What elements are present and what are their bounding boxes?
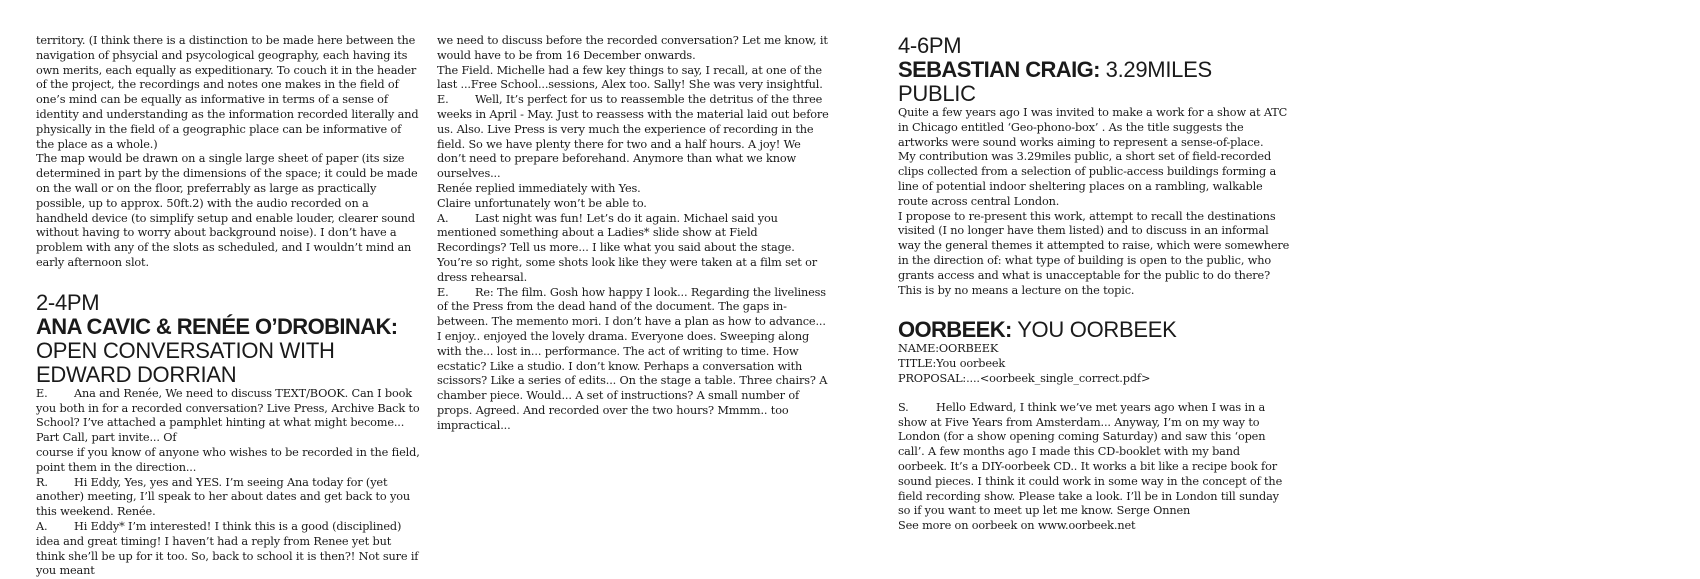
section-title xyxy=(36,315,420,387)
section-title-bold: SEBASTIAN CRAIG: xyxy=(898,57,1100,82)
proposal-field: TITLE:You oorbeek xyxy=(898,357,1006,371)
entry-text: course if you know of anyone who wishes to be recorded in the field, point them in the direction... xyxy=(36,445,420,474)
entry-text: Hi Eddy, Yes, yes and YES. I’m seeing Ana today for (yet another) meeting, I’ll speak to her about dates and get back to you this weekend. Renée. xyxy=(36,475,410,519)
section-title xyxy=(898,58,1290,106)
proposal-field: PROPOSAL:....<oorbeek_single_correct.pdf> xyxy=(898,371,1151,385)
section-title xyxy=(898,318,1290,342)
conversation-entry xyxy=(437,212,829,286)
section-title-regular: OPEN CONVERSATION WITH EDWARD DORRIAN xyxy=(36,337,335,387)
conversation-entry xyxy=(36,446,420,476)
entry-text: we need to discuss before the recorded conversation? Let me know, it would have to be from 16 December onwards. xyxy=(437,34,828,62)
section-time: 2-4PM xyxy=(36,289,100,315)
speaker-label: E. xyxy=(437,285,449,299)
footer-link-text: See more on oorbeek on www.oorbeek.net xyxy=(898,519,1136,533)
entry-text: Well, It’s perfect for us to reassemble the detritus of the three weeks in April - May. Just to reassess with the material laid out before us. Also. Live Press is very much the experience of recording in the field. So we have plenty there for two and a half hours. A joy! We don’t need to prepare beforehand. Anymore than what we know ourselves... xyxy=(437,93,829,181)
body-paragraph: Quite a few years ago I was invited to make a work for a show at ATC in Chicago entitled ‘Geo-phono-box’ . As the title suggests the artworks were sound works aiming to represent a sense-of-place. xyxy=(898,106,1288,149)
section-2-4pm xyxy=(36,291,420,387)
intro-paragraph: The map would be drawn on a single large sheet of paper (its size determined in part by the dimensions of the space; it could be made on the wall or on the floor, preferrably as large as practically possible, up to approx. 50ft.2) with the audio recorded on a handheld device (to simplify setup and enable louder, clearer sound without having to worry about background noise). I don’t have a problem with any of the slots as scheduled, and I wouldn’t mind an early afternoon slot. xyxy=(36,152,418,269)
section-4-6pm xyxy=(898,34,1290,298)
conversation-entry xyxy=(437,64,829,94)
entry-text: Renée replied immediately with Yes. xyxy=(437,181,641,195)
conversation-entry xyxy=(437,182,829,197)
column-1 xyxy=(36,34,420,579)
speaker-label: A. xyxy=(36,519,48,533)
conversation-entry xyxy=(437,93,829,182)
column-2 xyxy=(437,34,829,434)
intro-paragraph: territory. (I think there is a distinction to be made here between the navigation of phsycial and psycological geography, each having its own merits, each equally as expeditionary. To couch it in the header of the project, the recordings and notes one makes in the field of one’s mind can be equally as informative in terms of a sense of identity and understanding as the information recorded literally and physically in the field of a geographic place can be informative of the place as a whole.) xyxy=(36,34,419,151)
proposal-field: NAME:OORBEEK xyxy=(898,342,999,356)
section-title-bold: ANA CAVIC & RENÉE O’DROBINAK: xyxy=(36,313,398,339)
conversation-entry xyxy=(437,197,829,212)
section-title-bold: OORBEEK: xyxy=(898,317,1012,343)
body-paragraph: My contribution was 3.29miles public, a short set of field-recorded clips collected from a selection of public-access buildings forming a line of potential indoor sheltering places on a rambling, walkable route across central London. xyxy=(898,150,1277,208)
section-oorbeek xyxy=(898,318,1290,534)
entry-text: Last night was fun! Let’s do it again. Michael said you mentioned something about a Ladies* slide show at Field Recordings? Tell us more... I like what you said about the stage. You’re so right, some shots look like they were taken at a film set or dress rehearsal. xyxy=(437,211,818,284)
entry-text: Ana and Renée, We need to discuss TEXT/BOOK. Can I book you both in for a recorded conversation? Live Press, Archive Back to School? I’ve attached a pamphlet hinting at what might become... Part Call, part invite... Of xyxy=(36,386,420,445)
section-title-regular: 3.29MILES PUBLIC xyxy=(898,57,1212,106)
entry-text: Claire unfortunately won’t be able to. xyxy=(437,196,647,210)
section-title-regular: YOU OORBEEK xyxy=(1017,317,1177,343)
conversation-entry xyxy=(36,520,420,579)
message-text: Hello Edward, I think we’ve met years ago when I was in a show at Five Years from Amsterdam... Anyway, I’m on my way to London (for a show opening coming Saturday) and saw this ‘open call’. A few months ago I made this CD-booklet with my band oorbeek. It’s a DIY-oorbeek CD.. It works a bit like a recipe book for sound pieces. I think it could work in some way in the concept of the field recording show. Please take a look. I’ll be in London till sunday so if you want to meet up let me know. Serge Onnen xyxy=(898,400,1283,518)
speaker-label: R. xyxy=(36,475,48,489)
speaker-label: S. xyxy=(898,400,909,414)
entry-text: The Field. Michelle had a few key things to say, I recall, at one of the last ...Free School...sessions, Alex too. Sally! She was very insightful. xyxy=(437,63,823,92)
speaker-label: A. xyxy=(437,211,449,225)
body-paragraph: I propose to re-present this work, attempt to recall the destinations visited (I no longer have them listed) and to discuss in an informal way the general themes it attempted to raise, which were somewhere in the direction of: what type of building is open to the public, who grants access and what is unacceptable for the public to do there? This is by no means a lecture on the topic. xyxy=(898,209,1290,297)
section-time: 4-6PM xyxy=(898,33,962,58)
conversation-entry xyxy=(437,286,829,434)
conversation-entry xyxy=(437,34,829,64)
speaker-label: E. xyxy=(437,93,449,107)
column-3 xyxy=(898,34,1290,534)
conversation-entry xyxy=(36,476,420,520)
entry-text: Re: The film. Gosh how happy I look... Regarding the liveliness of the Press from the dead hand of the document. The gaps in-between. The memento mori. I don’t have a plan as how to advance... I enjoy.. enjoyed the lovely drama. Everyone does. Sweeping along with the... lost in... performance. The act of writing to time. How ecstatic? Like a studio. I don’t know. Perhaps a conversation with scissors? Like a series of edits... On the stage a table. Three chairs? A chamber piece. Would... A set of instructions? A small number of props. Agreed. And recorded over the two hours? Mmmm.. too impractical... xyxy=(437,285,828,432)
conversation-entry xyxy=(36,387,420,446)
entry-text: Hi Eddy* I’m interested! I think this is a good (disciplined) idea and great timing! I haven’t had a reply from Renee yet but think she’ll be up for it too. So, back to school it is then?! Not sure if you meant xyxy=(36,519,419,578)
speaker-label: E. xyxy=(36,386,48,400)
message-entry xyxy=(898,401,1290,519)
